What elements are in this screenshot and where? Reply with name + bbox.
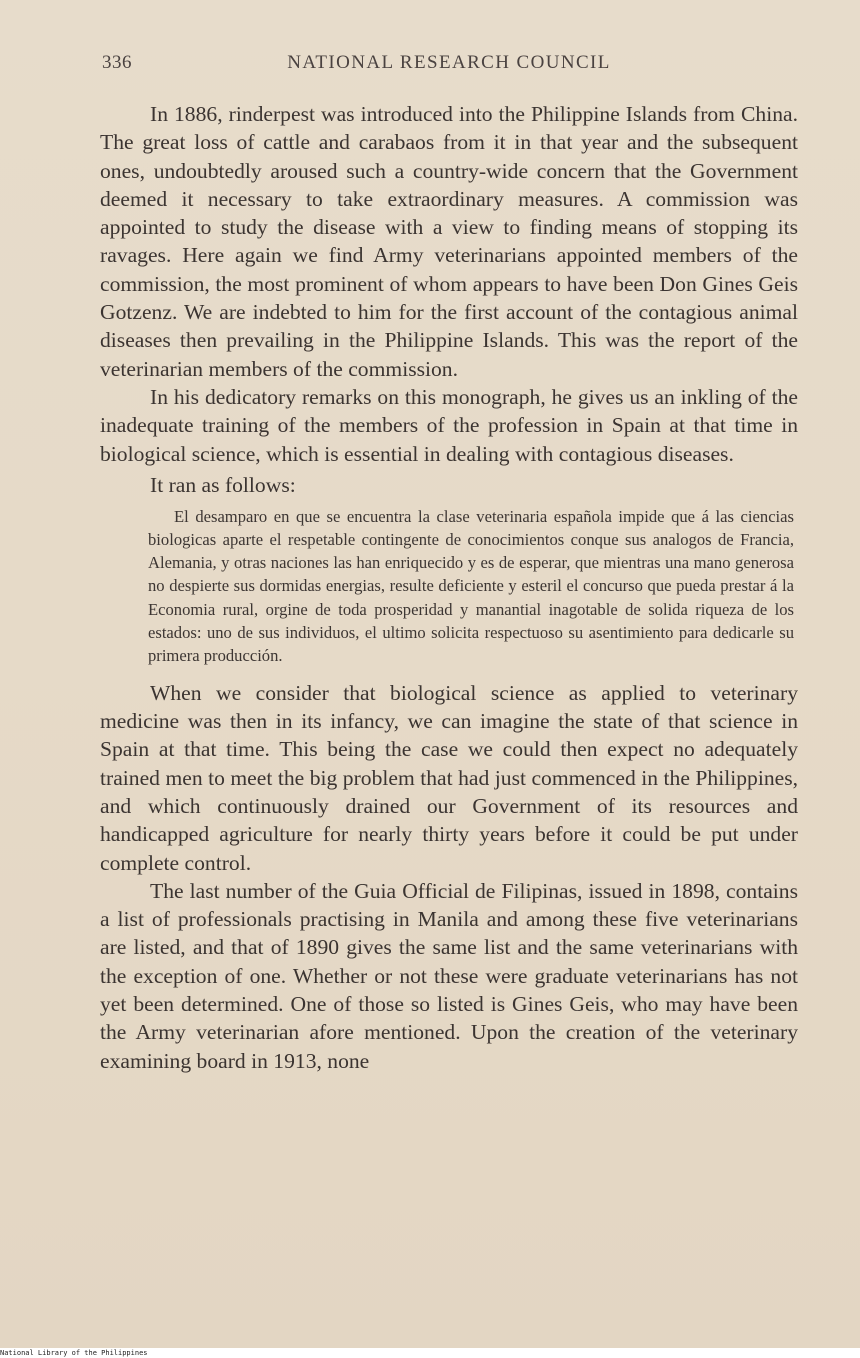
paragraph-dedicatory-remarks: In his dedicatory remarks on this monograph, he gives us an inkling of the inadequate training of the members of the profession in Spain at that time in biological science, which is essential in dealing with contagious diseases. bbox=[100, 384, 798, 466]
paragraph-rinderpest: In 1886, rinderpest was introduced into the Philippine Islands from China. The great loss of cattle and carabaos from it in that year and the subsequent ones, undoubtedly aroused such a country-wide concern that the Government deemed it necessary to take extraordinary measures. A commission was appointed to study the disease with a view to finding means of stopping its ravages. Here again we find Army veterinarians appointed members of the commission, the most prominent of whom appears to have been Don Gines Geis Gotzenz. We are indebted to him for the first account of the contagious animal diseases then prevailing in the Philippine Islands. This was the report of the veterinarian members of the commission. bbox=[100, 102, 798, 381]
spanish-quote: El desamparo en que se encuentra la clase veterinaria española impide que á las ciencias biologicas aparte el respetable contingente de conocimientos conque sus analogos de Francia, Alemania, y otras naciones las han enriquecido y es de esperar, que mientras una mano generosa no despierte sus dormidas energias, resulte deficiente y esteril el concurso que pueda prestar á la Economia rural, orgine de toda prosperidad y manantial inagotable de solida riqueza de los estados: uno de sus individuos, el ultimo solicita respectuoso su asentimiento para dedicarle su primera producción. bbox=[148, 507, 794, 665]
paragraph-biological-science: When we consider that biological science as applied to veterinary medicine was then in its infancy, we can imagine the state of that science in Spain at that time. This being the case we could then expect no adequately trained men to meet the big problem that had just commenced in the Philippines, and which continuously drained our Government of its resources and handicapped agriculture for nearly thirty years before it could be put under complete control. bbox=[100, 680, 798, 875]
body-text bbox=[100, 100, 798, 1075]
page-number: 336 bbox=[102, 52, 132, 73]
library-credit: National Library of the Philippines bbox=[0, 1349, 148, 1357]
paragraph-guia-official: The last number of the Guia Official de Filipinas, issued in 1898, contains a list of professionals practising in Manila and among these five veterinarians are listed, and that of 1890 gives the same list and the same veterinarians with the exception of one. Whether or not these were graduate veterinarians has not yet been determined. One of those so listed is Gines Geis, who may have been the Army veterinarian afore mentioned. Upon the creation of the veterinary examining board in 1913, none bbox=[100, 878, 798, 1073]
running-head: NATIONAL RESEARCH COUNCIL bbox=[287, 52, 611, 73]
quote-intro: It ran as follows: bbox=[150, 472, 296, 497]
page-header bbox=[100, 52, 798, 82]
